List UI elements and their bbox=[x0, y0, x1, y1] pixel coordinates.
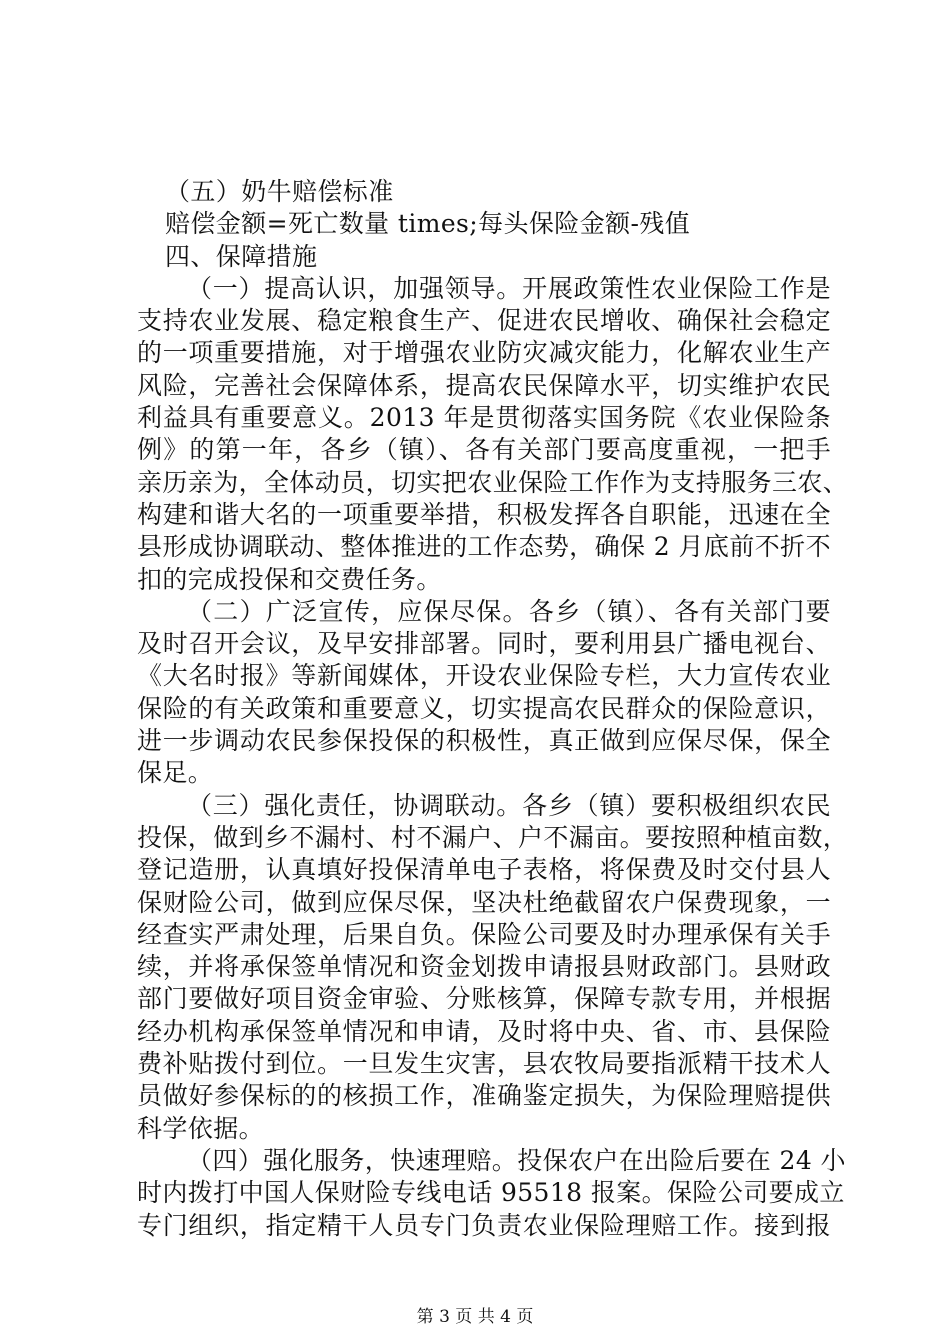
text-line: 四、保障措施 bbox=[165, 241, 318, 271]
text-line: 及时召开会议，及早安排部署。同时，要利用县广播电视台、 bbox=[137, 629, 831, 659]
text-line: 支持农业发展、稳定粮食生产、促进农民增收、确保社会稳定 bbox=[137, 306, 831, 336]
text-line: 员做好参保标的的核损工作，准确鉴定损失，为保险理赔提供 bbox=[137, 1081, 831, 1111]
text-line: 进一步调动农民参保投保的积极性，真正做到应保尽保，保全 bbox=[137, 726, 831, 756]
text-line: 构建和谐大名的一项重要举措，积极发挥各自职能，迅速在全 bbox=[137, 499, 831, 529]
text-line: 经查实严肃处理，后果自负。保险公司要及时办理承保有关手 bbox=[137, 919, 831, 949]
text-line: （一）提高认识，加强领导。开展政策性农业保险工作是 bbox=[187, 273, 831, 303]
text-line: 保财险公司，做到应保尽保，坚决杜绝截留农户保费现象，一 bbox=[137, 887, 831, 917]
text-line: 投保，做到乡不漏村、村不漏户、户不漏亩。要按照种植亩数， bbox=[137, 822, 849, 852]
text-line: 赔偿金额=死亡数量 times;每头保险金额-残值 bbox=[165, 209, 691, 239]
text-line: 保险的有关政策和重要意义，切实提高农民群众的保险意识， bbox=[137, 693, 831, 723]
text-line: 经办机构承保签单情况和申请，及时将中央、省、市、县保险 bbox=[137, 1016, 831, 1046]
text-line: （二）广泛宣传，应保尽保。各乡（镇）、各有关部门要 bbox=[187, 596, 831, 626]
text-line: 续，并将承保签单情况和资金划拨申请报县财政部门。县财政 bbox=[137, 952, 831, 982]
text-line: （五）奶牛赔偿标准 bbox=[165, 177, 394, 206]
text-line: （三）强化责任，协调联动。各乡（镇）要积极组织农民 bbox=[187, 790, 831, 820]
text-line: 专门组织，指定精干人员专门负责农业保险理赔工作。接到报 bbox=[137, 1210, 831, 1240]
text-line: （四）强化服务，快速理赔。投保农户在出险后要在 24 小 bbox=[187, 1145, 846, 1175]
text-line: 扣的完成投保和交费任务。 bbox=[137, 564, 442, 594]
document-body bbox=[137, 176, 849, 1242]
text-line: 亲历亲为，全体动员，切实把农业保险工作作为支持服务三农、 bbox=[137, 467, 849, 497]
text-line: 利益具有重要意义。2013 年是贯彻落实国务院《农业保险条 bbox=[137, 403, 831, 433]
text-line: 例》的第一年，各乡（镇）、各有关部门要高度重视，一把手 bbox=[137, 435, 831, 465]
text-line: 保足。 bbox=[137, 758, 214, 788]
page-footer: 第 3 页 共 4 页 bbox=[416, 1307, 534, 1327]
text-line: 费补贴拨付到位。一旦发生灾害，县农牧局要指派精干技术人 bbox=[137, 1049, 831, 1079]
text-line: 登记造册，认真填好投保清单电子表格，将保费及时交付县人 bbox=[137, 855, 831, 885]
text-line: 风险，完善社会保障体系，提高农民保障水平，切实维护农民 bbox=[137, 370, 831, 400]
text-line: 时内拨打中国人保财险专线电话 95518 报案。保险公司要成立 bbox=[137, 1178, 845, 1208]
text-line: 县形成协调联动、整体推进的工作态势，确保 2 月底前不折不 bbox=[137, 532, 831, 562]
text-line: 的一项重要措施，对于增强农业防灾减灾能力，化解农业生产 bbox=[137, 338, 831, 368]
text-line: 部门要做好项目资金审验、分账核算，保障专款专用，并根据 bbox=[137, 984, 831, 1014]
text-line: 《大名时报》等新闻媒体，开设农业保险专栏，大力宣传农业 bbox=[137, 661, 831, 691]
text-line: 科学依据。 bbox=[137, 1113, 265, 1143]
